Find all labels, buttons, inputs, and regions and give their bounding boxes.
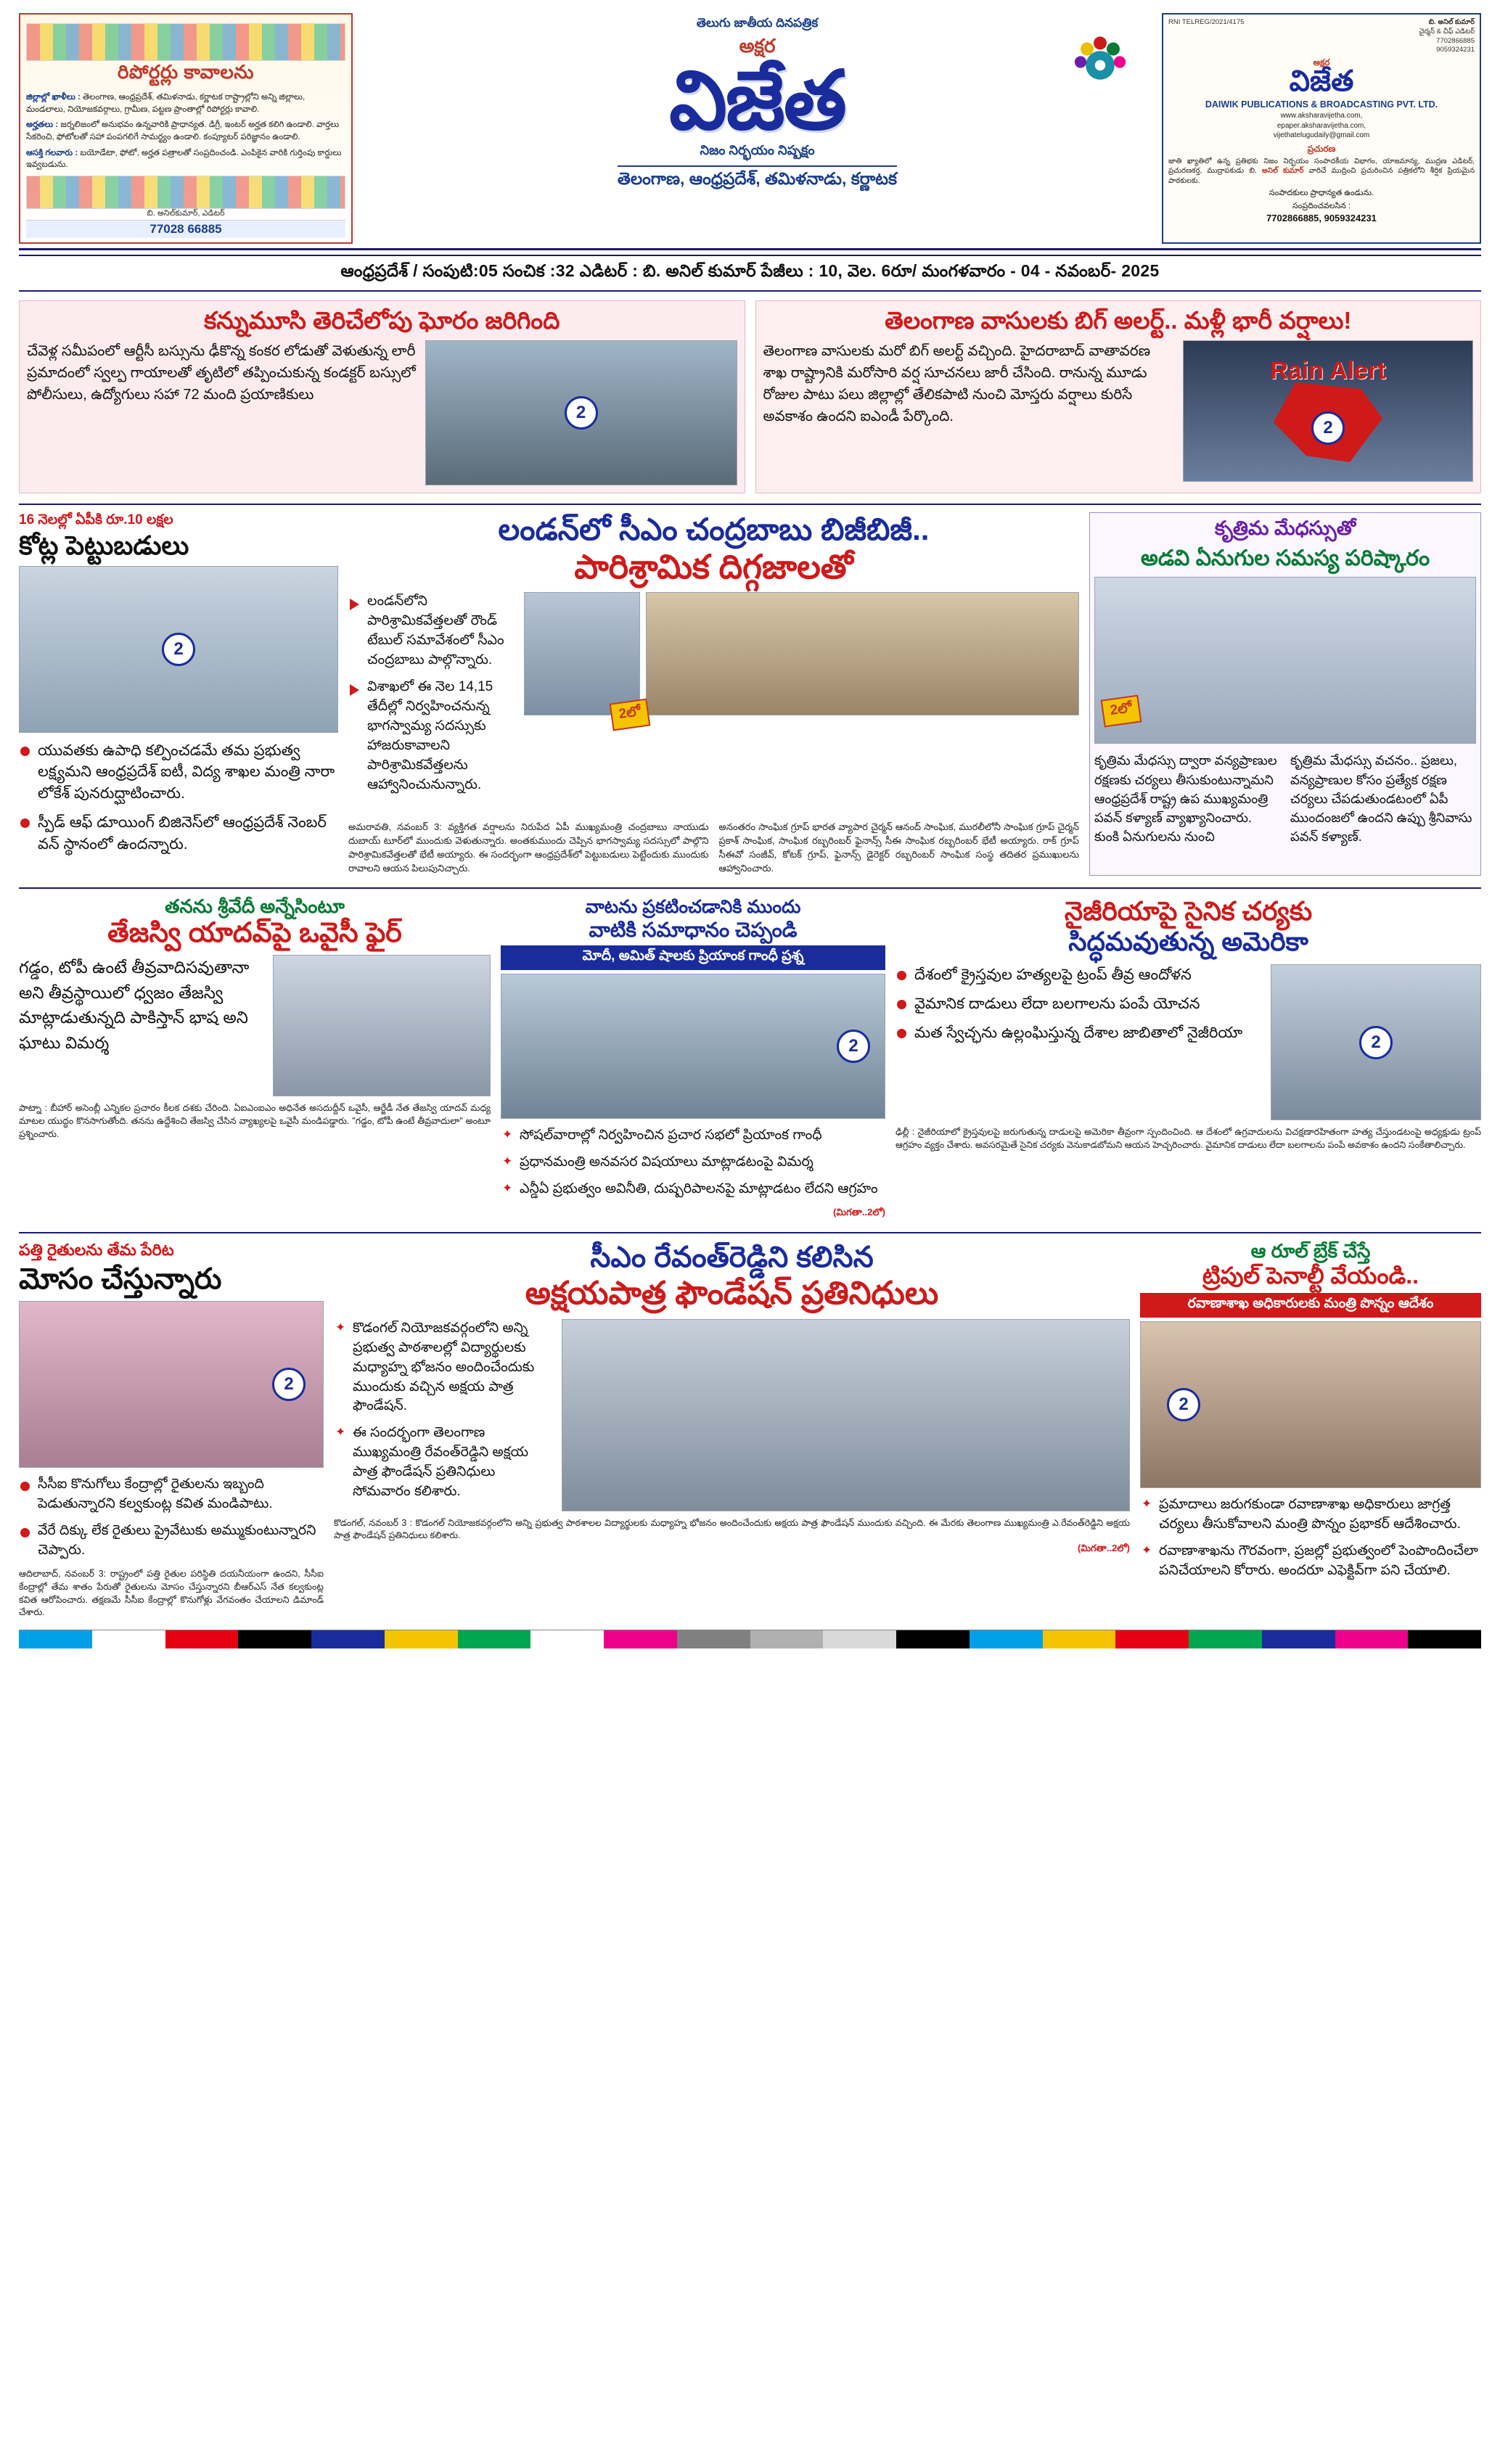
- story-london-caption-right: అనంతరం సాంఘిక గ్రూప్ భారత వ్యాపార చైర్మన్ ఆనంద్ సాంఘిక, మురలీలోనీ సాంఘిక గ్రూప్ చైర్మన్ ప్రకాశ్ సాంఘిక, సాంఘిక రబ్బరింబర్ ఫైనాన్స్ సీఈ సాంఘిక రబ్బరింబర్ భేటీ అయ్యారు. రాక్ గ్రూప్ సీఈవో సంజీవ్, కోటక్ గ్రూప్, ఫైనాన్స్ డైరెక్టర్ రబ్బరింబర్ సాంఘిక సంస్థ తదితర ప్రముఖులను ఆహ్వానించారు.: [718, 821, 1079, 874]
- decorative-color-strip: [26, 23, 345, 61]
- story-investments-photo: [19, 566, 338, 733]
- color-swatch: [458, 1630, 531, 1648]
- continuation-badge: 2లో: [610, 698, 651, 731]
- story-london-headline-2: పారిశ్రామిక దిగ్గజాలతో: [574, 548, 853, 586]
- story-ai-photo: [1094, 577, 1476, 744]
- story-penalty-ribbon: రవాణాశాఖ అధికారులకు మంత్రి పొన్నం ఆదేశం: [1140, 1293, 1481, 1318]
- list-item: విశాఖలో ఈ నెల 14,15 తేదీల్లో నిర్వహించనున్న భాగస్వామ్య సదస్సుకు హాజరుకావాలని పారిశ్రామికవేత్తలను ఆహ్వానించునున్నారు.: [348, 678, 515, 795]
- list-item: దేశంలో క్రైస్తవుల హత్యలపై ట్రంప్ తీవ్ర ఆందోళన: [896, 964, 1262, 986]
- recruitment-editor: బి. అనిల్‌కుమార్, ఎడిటర్: [147, 209, 225, 218]
- owner-role: చైర్మన్ & చీఫ్ ఎడిటర్: [1419, 27, 1475, 36]
- publisher-section-label: ప్రచురణ: [1307, 143, 1336, 154]
- color-swatch: [165, 1630, 239, 1648]
- publisher-contact-phone: 7702866885, 9059324231: [1266, 213, 1377, 223]
- publisher-note: సంపాదకులు ప్రాధాన్యత ఉండును.: [1269, 189, 1374, 198]
- story-london-bullets: [348, 592, 515, 802]
- continuation-badge: 2లో: [1101, 695, 1142, 728]
- recruitment-phone: 77028 66885: [26, 220, 345, 238]
- color-swatch: [750, 1630, 824, 1648]
- top-story-row: [19, 300, 1481, 493]
- recruitment-label-1: జిల్లాల్లో ఖాళీలు :: [26, 93, 81, 102]
- story-penalty[interactable]: [1140, 1241, 1481, 1619]
- publisher-logo-title: విజేత: [1289, 65, 1354, 98]
- publisher-company: DAIWIK PUBLICATIONS & BROADCASTING PVT. LTD.: [1205, 99, 1438, 110]
- recruitment-label-3: ఆసక్తి గలవారు :: [26, 148, 78, 157]
- color-swatch: [1189, 1630, 1262, 1648]
- story-ai-elephants[interactable]: [1089, 512, 1481, 876]
- story-accident[interactable]: [19, 300, 745, 493]
- story-ai-kicker: కృత్రిమ మేధస్సుతో: [1214, 517, 1356, 539]
- story-investments-bullets: [19, 740, 338, 855]
- rni-number: RNI TELREG/2021/4175: [1168, 18, 1245, 26]
- story-london-photo-left: [524, 592, 640, 715]
- story-ai-text-right: కృత్రిమ మేధస్సు వచనం.. ప్రజలు, వన్యప్రాణుల కోసం ప్రత్యేక రక్షణ చర్యలు చేపడుతుండటంలో ఏపీ ముందంజలో ఉందని ఉప్పు శ్రీనివాసు పవన్ కళ్యాణ్.: [1290, 753, 1472, 844]
- edition-info-bar: ఆంధ్రప్రదేశ్ / సంపుటి:05 సంచిక :32 ఎడిటర్ : బి. అనిల్ కుమార్ పేజీలు : 10, వెల. 6రూ/ మంగళవారం - 04 - నవంబర్- 2025: [19, 255, 1481, 292]
- story-investments[interactable]: [19, 512, 338, 876]
- story-revanth-headline-1: సీఎం రేవంత్‌రెడ్డిని కలిసిన: [590, 1241, 874, 1274]
- color-swatch: [1335, 1630, 1409, 1648]
- peacock-icon: [1067, 26, 1133, 91]
- story-nigeria[interactable]: [896, 896, 1481, 1221]
- publisher-web-3: vijethatelugudaily@gmail.com: [1273, 131, 1370, 140]
- story-priyanka-continued: (మిగతా..2లో): [832, 1207, 885, 1218]
- recruitment-title: రిపోర్టర్లు కావాలను: [117, 61, 255, 83]
- masthead-title-block: [360, 13, 1155, 244]
- publisher-body-2: వారిచే ముద్రించి ప్రచురించిన పత్రికలోని శీర్షిక ప్రియమైన పాఠకులకు.: [1168, 167, 1475, 185]
- color-swatch: [19, 1630, 92, 1648]
- recruitment-text-3: బయోడేటా, ఫోటో, అర్హత పత్రాలతో సంప్రదించండి. ఎంపికైన వారికి గుర్తింపు కార్డులు ఇవ్వబడును.: [26, 148, 342, 170]
- story-kavitha-headline: మోసం చేస్తున్నారు: [19, 1263, 222, 1296]
- story-kavitha-bullets: [19, 1475, 324, 1561]
- story-accident-photo: [425, 340, 737, 485]
- story-priyanka-kicker-1: వాటను ప్రకటించడానికి ముందు: [585, 896, 801, 917]
- story-ai-text-left: కృత్రిమ మేధస్సు ద్వారా వన్యప్రాణుల రక్షణకు చర్యలు తీసుకుంటున్నామని ఆంధ్రప్రదేశ్ రాష్ట్ర ఉప ముఖ్యమంత్రి పవన్ కళ్యాణ్ వ్యాఖ్యానించారు. కుంకి ఏనుగులను నుంచి: [1094, 753, 1277, 844]
- story-accident-text: చేవెళ్ల సమీపంలో ఆర్టీసీ బస్సును ఢీకొన్న కంకర లోడుతో వెళుతున్న లారీ ప్రమాదంలో స్వల్ప గాయాలతో తృటిలో తప్పించుకున్న కండక్టర్ బస్సులో పోలీసులు, ఉద్యోగులు సహా 72 మంది ప్రయాణికులు: [27, 342, 416, 403]
- story-revanth-caption: కొడంగల్, నవంబర్ 3 : కొడంగల్ నియోజకవర్గంలోని అన్ని ప్రభుత్వ పాఠశాలల విద్యార్థులకు మధ్యాహ్న భోజనం అందించేందుకు అక్షయ పాత్ర ఫౌండేషన్ ముందుకు వచ్చింది. ఈ మేరకు తెలంగాణ ముఖ్యమంత్రి ఎ.రేవంత్‌రెడ్డిని అక్షయ పాత్ర ఫౌండేషన్ ప్రతినిధులు కలిశారు.: [334, 1517, 1130, 1541]
- story-priyanka-photo: [501, 974, 885, 1119]
- owner-phone-2: 9059324231: [1436, 46, 1475, 54]
- story-nigeria-photo: [1271, 964, 1481, 1120]
- story-owaisi-headline: తేజస్వి యాదవ్‌పై ఒవైసీ ఫైర్: [107, 917, 402, 948]
- story-nigeria-bullets: [896, 964, 1262, 1120]
- story-penalty-kicker: ఆ రూల్ బ్రేక్ చేస్తే: [1250, 1240, 1371, 1262]
- publisher-body-1: జాతి ఖ్యాతిలో ఉన్న ప్రతిభకు నిజం నిర్భయం సంపాదకీయ విభాగం, యాజమాన్య, ముద్రణ ఎడిటర్, ప్రచురణకర్త, ముద్రాపకుడు బి.: [1168, 157, 1475, 176]
- story-rain-text: తెలంగాణ వాసులకు మరో బిగ్ అలర్ట్ వచ్చింది. హైదరాబాద్ వాతావరణ శాఖ రాష్ట్రానికి మరోసారి వర్ష సూచనలు జారీ చేసింది. రానున్న మూడు రోజుల పాటు పలు జిల్లాల్లో తేలికపాటి నుంచి మోస్తరు వర్షాలు కురిసే అవకాశం ఉందని ఐఎండీ పేర్కొంది.: [763, 342, 1151, 424]
- list-item: వైమానిక దాడులు లేదా బలగాలను పంపే యోచన: [896, 993, 1262, 1015]
- publisher-logo-akshara: అక్షర: [1313, 57, 1330, 68]
- story-owaisi[interactable]: [19, 896, 491, 1221]
- main-band-3: [19, 1232, 1481, 1619]
- list-item: ✦ ప్రధానమంత్రి అనవసర విషయాలు మాట్లాడటంపై విమర్శ: [501, 1153, 885, 1173]
- story-priyanka[interactable]: [501, 896, 885, 1221]
- color-swatch: [896, 1630, 970, 1648]
- color-swatch: [238, 1630, 311, 1648]
- story-revanth-continued: (మిగతా..2లో): [1077, 1543, 1130, 1554]
- print-registration-color-bar: [19, 1630, 1481, 1648]
- publisher-web-1: www.aksharavijetha.com,: [1280, 112, 1363, 120]
- story-rain-headline: తెలంగాణ వాసులకు బిగ్ అలర్ట్.. మళ్లీ భారీ వర్షాలు!: [885, 307, 1352, 334]
- owner-phone-1: 7702866885: [1436, 36, 1475, 45]
- story-revanth[interactable]: [334, 1241, 1130, 1619]
- story-london-photo-right: [646, 592, 1079, 715]
- color-swatch: [530, 1630, 604, 1648]
- story-owaisi-kicker: తనను శ్రీవేదీ అన్నేసింటూ: [165, 895, 345, 917]
- story-owaisi-caption: పాట్నా : బీహార్ అసెంబ్లీ ఎన్నికల ప్రచారం కీలక దశకు చేరింది. ఏఐఎంఐఎం అధినేత అసదుద్దీన్ ఒవైసీ, ఆర్జేడీ నేత తేజస్వి యాదవ్ మధ్య మాటల యుద్ధం కొనసాగుతోంది. తనను ఉద్దేశించి తేజస్వి చేసిన వ్యాఖ్యలపై ఒవైసీ మండిపడ్డారు. "గడ్డం, టోపీ ఉంటే తీవ్రవాదులా" అంటూ ప్రశ్నించారు.: [19, 1103, 491, 1139]
- color-swatch: [1115, 1630, 1189, 1648]
- story-kavitha-kicker: పత్తి రైతులను తేమ పేరిట: [19, 1241, 174, 1260]
- story-nigeria-caption: ఢిల్లీ : నైజీరియాలో క్రైస్తవులపై జరుగుతున్న దాడులపై అమెరికా తీవ్రంగా స్పందించింది. ఆ దేశంలో ఉగ్రవాదులను విచక్షణారహితంగా హత్య చేస్తుండటంపై అధ్యక్షుడు ట్రంప్ ఆగ్రహం వ్యక్తం చేశారు. అవసరమైతే సైనిక చర్యకు వెనుకాడబోమని ఆయన హెచ్చరించారు. వైమానిక దాడులు లేదా బలగాలను పంపే అవకాశం ఉందని సంకేతాలిచ్చారు.: [896, 1127, 1481, 1151]
- story-penalty-bullets: [1140, 1495, 1481, 1581]
- masthead-nameplate: విజేత: [669, 55, 845, 146]
- recruitment-text-2: జర్నలిజంలో అనుభవం ఉన్నవారికి ప్రాధాన్యత. డిగ్రీ, ఇంటర్ అర్హత కలిగి ఉండాలి. వార్తలు సేకరించి, ఫోటోలతో సహా పంపగలిగే సామర్థ్యం ఉండాలి. కంప్యూటర్ పరిజ్ఞానం ఉండాలి.: [26, 120, 340, 142]
- story-rain-graphic: [1183, 340, 1473, 482]
- color-swatch: [385, 1630, 458, 1648]
- story-kavitha-caption: ఆదిలాబాద్, నవంబర్ 3: రాష్ట్రంలో పత్తి రైతుల పరిస్థితి దయనీయంగా ఉందని, సీసీఐ కేంద్రాల్లో తేమ శాతం పేరుతో రైతులను మోసం చేస్తున్నారని బీఆర్ఎస్ నేత కల్వకుంట్ల కవిత ఆరోపించారు. తక్షణమే సీసీఐ కేంద్రాల్లో కొనుగోళ్లు వేగవంతం చేయాలని డిమాండ్ చేశారు.: [19, 1569, 324, 1618]
- masthead-akshara: అక్షర: [739, 35, 776, 57]
- color-swatch: [311, 1630, 385, 1648]
- recruitment-label-2: అర్హతలు :: [26, 120, 59, 130]
- main-band-2: [19, 887, 1481, 1221]
- story-revanth-photo: [562, 1319, 1130, 1511]
- recruitment-photo-strip: [26, 176, 345, 209]
- story-priyanka-bullets: [501, 1126, 885, 1199]
- page-badge: 2: [272, 1368, 306, 1401]
- list-item: సీసీఐ కొనుగోలు కేంద్రాల్లో రైతులను ఇబ్బంది పెడుతున్నారని కల్వకుంట్ల కవిత మండిపాటు.: [19, 1475, 324, 1514]
- story-london[interactable]: [348, 512, 1079, 876]
- list-item: ✦ సోషల్‌వారాల్లో నిర్వహించిన ప్రచార సభలో ప్రియాంక గాంధీ: [501, 1126, 885, 1146]
- story-kavitha[interactable]: [19, 1241, 324, 1619]
- color-swatch: [1262, 1630, 1335, 1648]
- list-item: ✦ ఎన్డీఏ ప్రభుత్వం అవినీతి, దుష్పరిపాలనపై మాట్లాడటం లేదని ఆగ్రహం: [501, 1180, 885, 1199]
- color-swatch: [1408, 1630, 1481, 1648]
- main-band-1: [19, 504, 1481, 876]
- list-item: ✦ ఈ సందర్భంగా తెలంగాణ ముఖ్యమంత్రి రేవంత్‌రెడ్డిని అక్షయ పాత్ర ఫౌండేషన్ ప్రతినిధులు సోమవారం కలిశారు.: [334, 1424, 552, 1502]
- story-ai-headline: అడవి ఏనుగుల సమస్య పరిష్కారం: [1140, 546, 1430, 570]
- list-item: లండన్‌లోని పారిశ్రామికవేత్తలతో రౌండ్ టేబుల్ సమావేశంలో సీఎం చంద్రబాబు పాల్గొన్నారు.: [348, 592, 515, 670]
- story-priyanka-ribbon: మోదీ, అమిత్ షాలకు ప్రియాంక గాంధీ ప్రశ్న: [501, 945, 885, 970]
- story-revanth-bullets: [334, 1319, 552, 1511]
- story-penalty-photo: [1140, 1321, 1481, 1488]
- story-owaisi-text: గడ్డం, టోపీ ఉంటే తీవ్రవాదిసవుతానా అని తీవ్రస్థాయిలో ధ్వజం తేజస్వి మాట్లాడుతున్నది పాకిస్తాన్ భాష అని ఘాటు విమర్శ: [19, 958, 250, 1052]
- story-penalty-headline: ట్రిపుల్ పెనాల్టీ వేయండి..: [1202, 1262, 1419, 1289]
- story-nigeria-headline-1: నైజీరియాపై సైనిక చర్యకు: [1064, 895, 1313, 926]
- recruitment-text-1: తెలంగాణ, ఆంధ్రప్రదేశ్, తమిళనాడు, కర్ణాటక రాష్ట్రాల్లోని అన్ని జిల్లాలు, మండలాలు, నియోజకవర్గాలు, గ్రామీణ, పట్టణ ప్రాంతాల్లో రిపోర్టర్లు కావాలి.: [26, 93, 306, 114]
- story-london-headline-1: లండన్‌లో సీఎం చంద్రబాబు బిజీబిజీ..: [498, 512, 930, 546]
- story-accident-headline: కన్నుమూసి తెరిచేలోపు ఘోరం జరిగింది: [204, 307, 560, 334]
- story-london-caption-left: అమరావతి, నవంబర్ 3: వ్యక్తిగత వర్షాలను నిరుపేద ఏపీ ముఖ్యమంత్రి చంద్రబాబు నాయుడు దుబాయ్ టూర్‌లో ముందుకు వెళుతున్నారు. అంతకుముందు చెప్పిన భాగస్వామ్య సదస్సులో పాల్గొని పారిశ్రామికవేత్తలతో భేటీ అయ్యారు. ఈ సందర్భంగా ఆంధ్రప్రదేశ్‌లో పెట్టుబడులు పెట్టేందుకు ముందుకు రావాలని ఆయన పిలుపునిచ్చారు.: [348, 821, 709, 874]
- story-investments-headline: కోట్ల పెట్టుబడులు: [19, 530, 189, 560]
- page-badge: 2: [837, 1030, 870, 1063]
- story-investments-kicker: 16 నెలల్లో ఏపీకి రూ.10 లక్షల: [19, 512, 173, 527]
- list-item: మత స్వేచ్ఛను ఉల్లంఘిస్తున్న దేశాల జాబితాలో నైజీరియా: [896, 1022, 1262, 1044]
- story-kavitha-photo: [19, 1301, 324, 1468]
- list-item: ✦ రవాణాశాఖను గౌరవంగా, ప్రజల్లో ప్రభుత్వంలో పెంపొందించేలా పనిచేయాలని కోరారు. అందరూ ఎఫెక్టివ్‌గా పని చేయాలి.: [1140, 1542, 1481, 1581]
- masthead-recruitment-ad: [19, 13, 353, 244]
- list-item: స్పీడ్ ఆఫ్ డూయింగ్ బిజినెస్‌లో ఆంధ్రప్రదేశ్ నెంబర్ వన్ స్థానంలో ఉందన్నారు.: [19, 812, 338, 855]
- story-nigeria-headline-2: సిద్ధమవుతున్న అమెరికా: [1068, 927, 1308, 957]
- page-badge: 2: [1311, 411, 1345, 445]
- color-swatch: [677, 1630, 750, 1648]
- masthead-states: తెలంగాణ, ఆంధ్రప్రదేశ్, తమిళనాడు, కర్ణాటక: [618, 165, 897, 193]
- page-badge: 2: [162, 633, 195, 666]
- masthead-motto: నిజం నిర్భయం నిష్పక్షం: [700, 142, 815, 157]
- page-badge: 2: [565, 396, 598, 430]
- publisher-contact-label: సంప్రదించవలసిన :: [1292, 202, 1351, 211]
- list-item: వేరే దిక్కు లేక రైతులు ప్రైవేటుకు అమ్ముకుంటున్నారని చెప్పారు.: [19, 1521, 324, 1561]
- story-revanth-headline-2: అక్షయపాత్ర ఫౌండేషన్ ప్రతినిధులు: [525, 1276, 939, 1312]
- color-swatch: [823, 1630, 896, 1648]
- color-swatch: [1043, 1630, 1116, 1648]
- masthead-publisher-box: [1162, 13, 1481, 244]
- masthead: [19, 13, 1481, 250]
- list-item: యువతకు ఉపాధి కల్పించడమే తమ ప్రభుత్వ లక్ష్యమని ఆంధ్రప్రదేశ్ ఐటీ, విద్య శాఖల మంత్రి నారా లోకేశ్ పునరుద్ఘాటించారు.: [19, 740, 338, 805]
- publisher-web-2: epaper.aksharavijetha.com,: [1276, 121, 1366, 130]
- color-swatch: [970, 1630, 1043, 1648]
- list-item: ✦ కొడంగల్ నియోజకవర్గంలోని అన్ని ప్రభుత్వ పాఠశాలల్లో విద్యార్థులకు మధ్యాహ్న భోజనం అందించేందుకు ముందుకు వచ్చిన అక్షయ పాత్ర ఫౌండేషన్.: [334, 1319, 552, 1417]
- story-priyanka-kicker-2: వాటికి సమాధానం చెప్పండి: [589, 918, 798, 941]
- story-owaisi-photo: [273, 955, 491, 1096]
- color-swatch: [604, 1630, 677, 1648]
- story-rain-alert[interactable]: [755, 300, 1482, 493]
- color-swatch: [92, 1630, 165, 1648]
- page-badge: 2: [1359, 1026, 1393, 1059]
- masthead-tagline: తెలుగు జాతీయ దినపత్రిక: [696, 16, 819, 30]
- publisher-owner-inline: అనిల్ కుమార్: [1261, 167, 1304, 176]
- list-item: ✦ ప్రమాదాలు జరుగకుండా రవాణాశాఖ అధికారులు జాగ్రత్త చర్యలు తీసుకోవాలని మంత్రి పొన్నం ప్రభాకర్ ఆదేశించారు.: [1140, 1495, 1481, 1535]
- owner-name: బి. అనిల్ కుమార్: [1428, 18, 1475, 26]
- publisher-logo: [1168, 58, 1475, 96]
- rain-alert-label: Rain Alert: [1270, 356, 1386, 385]
- page-badge: 2: [1167, 1388, 1200, 1421]
